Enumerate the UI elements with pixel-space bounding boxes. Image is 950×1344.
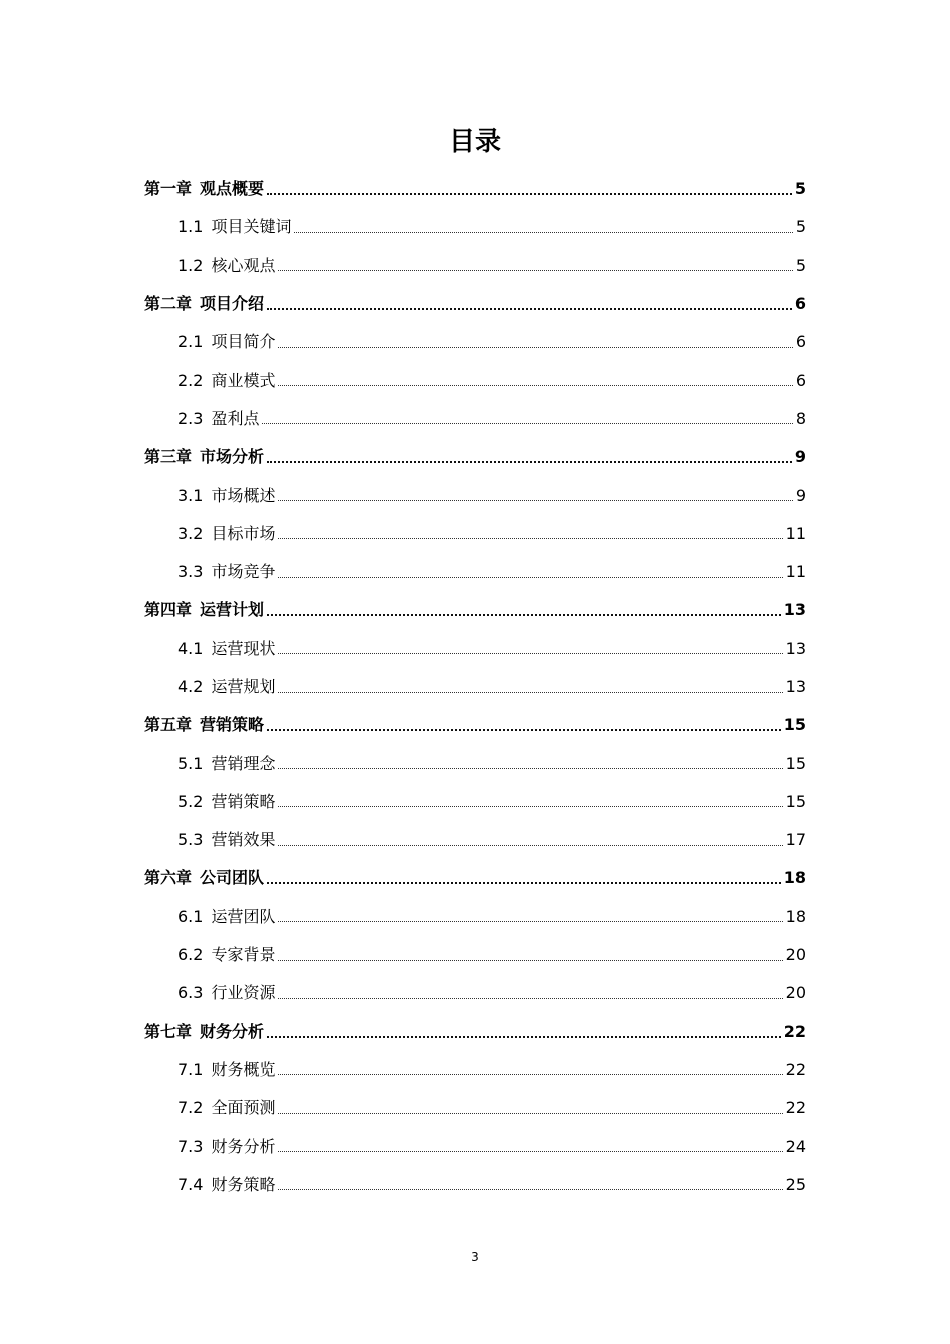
- toc-entry-chapter[interactable]: [144, 706, 806, 744]
- dot-leader: [278, 768, 782, 769]
- toc-entry-label: 第四章 运营计划: [144, 600, 265, 620]
- table-of-contents: [144, 170, 806, 1204]
- toc-page-number: 6: [795, 332, 806, 352]
- dot-leader: [262, 423, 792, 424]
- dot-leader: [278, 577, 782, 578]
- toc-entry-chapter[interactable]: [144, 1013, 806, 1051]
- toc-entry-label: 6.1 运营团队: [178, 906, 276, 926]
- toc-entry-label: 3.1 市场概述: [178, 485, 276, 505]
- toc-entry-section[interactable]: [144, 1166, 806, 1204]
- toc-page-number: 15: [785, 791, 806, 811]
- dot-leader: [278, 1151, 782, 1152]
- page-title: 目录: [448, 127, 501, 157]
- toc-page-number: 22: [785, 1098, 806, 1118]
- toc-page-number: 5: [795, 255, 806, 275]
- toc-entry-label: 4.2 运营规划: [178, 677, 276, 696]
- dot-leader: [278, 1113, 782, 1114]
- toc-entry-label: 7.3 财务分析: [178, 1136, 276, 1156]
- toc-entry-section[interactable]: [144, 936, 806, 974]
- dot-leader: [278, 500, 792, 501]
- toc-entry-chapter[interactable]: [144, 438, 806, 476]
- toc-page-number: 17: [785, 830, 806, 850]
- toc-entry-label: 7.1 财务概览: [178, 1059, 276, 1079]
- toc-entry-label: 第七章 财务分析: [144, 1021, 265, 1041]
- toc-entry-label: 7.2 全面预测: [178, 1098, 276, 1118]
- dot-leader: [267, 308, 792, 310]
- toc-page-number: 18: [783, 868, 806, 888]
- toc-entry-section[interactable]: [144, 361, 806, 399]
- dot-leader: [278, 692, 782, 693]
- dot-leader: [278, 270, 792, 271]
- toc-entry-section[interactable]: [144, 668, 806, 706]
- dot-leader: [267, 461, 792, 463]
- toc-page-number: 24: [785, 1136, 806, 1156]
- toc-entry-chapter[interactable]: [144, 285, 806, 323]
- toc-entry-section[interactable]: [144, 1089, 806, 1127]
- toc-page-number: 25: [785, 1174, 806, 1194]
- toc-page-number: 11: [785, 523, 806, 543]
- dot-leader: [278, 806, 782, 807]
- dot-leader: [278, 998, 782, 999]
- toc-page-number: 22: [785, 1059, 806, 1079]
- toc-entry-label: 第六章 公司团队: [144, 868, 265, 888]
- dot-leader: [278, 845, 782, 846]
- toc-page-number: 15: [783, 715, 806, 735]
- toc-entry-chapter[interactable]: [144, 170, 806, 208]
- toc-entry-label: 1.1 项目关键词: [178, 217, 292, 237]
- toc-entry-section[interactable]: [144, 974, 806, 1012]
- dot-leader: [267, 614, 781, 616]
- dot-leader: [278, 960, 782, 961]
- toc-entry-section[interactable]: [144, 1051, 806, 1089]
- toc-entry-label: 第五章 营销策略: [144, 715, 265, 735]
- toc-entry-label: 2.2 商业模式: [178, 370, 276, 390]
- toc-page-number: 13: [783, 600, 806, 620]
- toc-entry-chapter[interactable]: [144, 591, 806, 629]
- toc-page-number: 5: [795, 217, 806, 237]
- toc-entry-label: 4.1 运营现状: [178, 638, 276, 658]
- toc-entry-label: 2.1 项目简介: [178, 332, 276, 352]
- toc-entry-section[interactable]: [144, 1127, 806, 1165]
- toc-entry-section[interactable]: [144, 247, 806, 285]
- toc-page-number: 20: [785, 945, 806, 965]
- dot-leader: [278, 538, 782, 539]
- dot-leader: [267, 882, 781, 884]
- toc-entry-label: 第二章 项目介绍: [144, 294, 265, 314]
- toc-entry-section[interactable]: [144, 898, 806, 936]
- toc-entry-section[interactable]: [144, 783, 806, 821]
- dot-leader: [278, 347, 792, 348]
- dot-leader: [278, 653, 782, 654]
- toc-entry-label: 5.3 营销效果: [178, 830, 276, 850]
- toc-entry-label: 6.3 行业资源: [178, 983, 276, 1003]
- toc-entry-section[interactable]: [144, 630, 806, 668]
- toc-entry-label: 3.3 市场竞争: [178, 562, 276, 582]
- toc-entry-label: 1.2 核心观点: [178, 255, 276, 275]
- toc-entry-chapter[interactable]: [144, 859, 806, 897]
- dot-leader: [278, 1189, 782, 1190]
- dot-leader: [294, 232, 792, 233]
- toc-page-number: 6: [795, 370, 806, 390]
- toc-entry-section[interactable]: [144, 821, 806, 859]
- toc-entry-label: 2.3 盈利点: [178, 408, 260, 428]
- toc-entry-label: 3.2 目标市场: [178, 523, 276, 543]
- toc-entry-label: 6.2 专家背景: [178, 945, 276, 965]
- toc-page-number: 8: [795, 408, 806, 428]
- toc-page-number: 20: [785, 983, 806, 1003]
- toc-entry-section[interactable]: [144, 744, 806, 782]
- toc-entry-section[interactable]: [144, 515, 806, 553]
- toc-entry-section[interactable]: [144, 476, 806, 514]
- toc-entry-section[interactable]: [144, 208, 806, 246]
- dot-leader: [278, 921, 782, 922]
- dot-leader: [267, 1036, 781, 1038]
- toc-page-number: 6: [794, 294, 806, 314]
- toc-page-number: 18: [785, 906, 806, 926]
- dot-leader: [278, 1074, 782, 1075]
- toc-entry-label: 7.4 财务策略: [178, 1174, 276, 1194]
- toc-entry-label: 5.2 营销策略: [178, 791, 276, 811]
- toc-page-number: 15: [785, 753, 806, 773]
- toc-entry-label: 第一章 观点概要: [144, 179, 265, 199]
- toc-entry-section[interactable]: [144, 400, 806, 438]
- toc-entry-label: 5.1 营销理念: [178, 753, 276, 773]
- toc-page-number: 5: [794, 179, 806, 199]
- toc-entry-section[interactable]: [144, 323, 806, 361]
- toc-page-number: 13: [785, 638, 806, 658]
- dot-leader: [267, 193, 792, 195]
- toc-entry-label: 第三章 市场分析: [144, 447, 265, 467]
- toc-page-number: 11: [785, 562, 806, 582]
- toc-page-number: 22: [783, 1021, 806, 1041]
- toc-page-number: 13: [785, 677, 806, 696]
- toc-page-number: 9: [794, 447, 806, 467]
- toc-page-number: 9: [795, 485, 806, 505]
- dot-leader: [278, 385, 792, 386]
- toc-entry-section[interactable]: [144, 553, 806, 591]
- dot-leader: [267, 729, 781, 731]
- page-number: 3: [471, 1250, 479, 1264]
